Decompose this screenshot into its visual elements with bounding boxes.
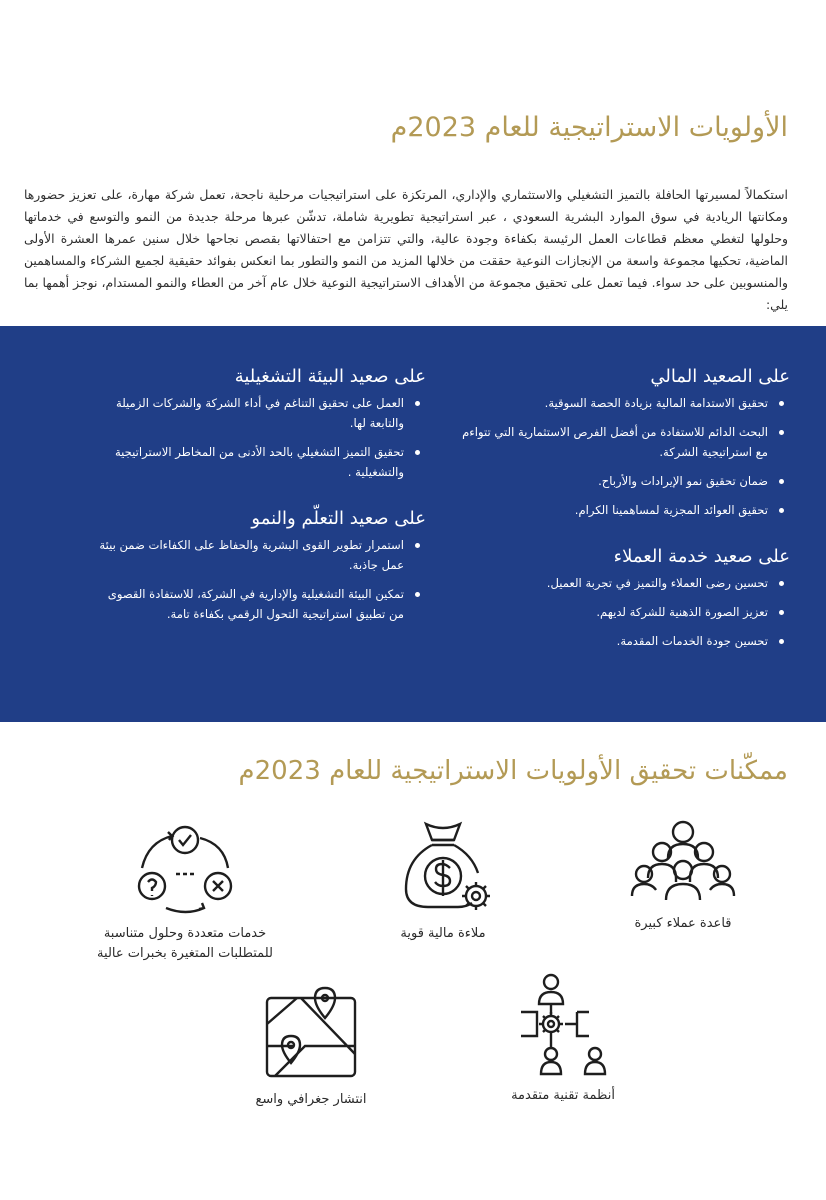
map-pin-icon [261, 984, 361, 1084]
priorities-column-left [96, 366, 426, 650]
operational-heading: على صعيد البيئة التشغيلية [234, 366, 426, 387]
intro-paragraph: استكمالاً لمسيرتها الحافلة بالتميز التشغيلي والاستثماري والإداري، المرتكزة على استراتيجيات مرحلية ناجحة، تعمل شركة مهارة، على تعزيز حضورها ومكانتها الريادية في سوق الموارد البشرية السعودي ، عبر استراتيجية تطويرية شاملة، تدشّن عبرها مرحلة جديدة من النمو والتوسع في خدماتها وحلولها لتغطي معظم قطاعات العمل الرئيسة بكفاءة وجودة عالية، والتي تتزامن مع احتفالاتها بقصص نجاحها خلال سنين عمرها العشرة الأولى الماضية، تحكيها مجموعة واسعة من الإنجازات النوعية حققت من خلالها المزيد من النمو والتطور بما انعكس بفوائد حقيقية لجميع الشركاء والمساهمين والمنسوبين على حد سواء. فيما تعمل على تحقيق مجموعة من الأهداف الاستراتيجية النوعية خلال عام آخر من العطاء والنمو المستدام، نوجز أهمها بما يلي: [24, 187, 788, 312]
operational-list [96, 393, 426, 482]
list-item: تحقيق العوائد المجزية لمساهمينا الكرام. [460, 500, 790, 520]
feature-geographic-spread [236, 984, 386, 1110]
list-item: تحسين جودة الخدمات المقدمة. [460, 631, 790, 651]
feature-label-line: خدمات متعددة وحلول متناسبة [103, 926, 267, 941]
enablers-title: ممكّنات تحقيق الأولويات الاستراتيجية للعام 2023م [238, 756, 788, 786]
list-item: تمكين البيئة التشغيلية والإدارية في الشركة، للاستفادة القصوى من تطبيق استراتيجية التحول الرقمي بكفاءة تامة. [96, 584, 426, 624]
list-item: ضمان تحقيق نمو الإيرادات والأرباح. [460, 471, 790, 491]
feature-label: ملاءة مالية قوية [400, 926, 486, 941]
list-item: تعزيز الصورة الذهنية للشركة لديهم. [460, 602, 790, 622]
feature-label [70, 924, 300, 964]
learning-list [96, 535, 426, 624]
page-title: الأولويات الاستراتيجية للعام 2023م [390, 112, 788, 143]
list-item: استمرار تطوير القوى البشرية والحفاظ على الكفاءات ضمن بيئة عمل جاذبة. [96, 535, 426, 575]
list-item: تحقيق التميز التشغيلي بالحد الأدنى من المخاطر الاستراتيجية والتشغيلية . [96, 442, 426, 482]
priorities-band [0, 326, 826, 722]
customer-heading: على صعيد خدمة العملاء [613, 546, 790, 567]
list-item: البحث الدائم للاستفادة من أفضل الفرص الاستثمارية التي تتواءم مع استراتيجية الشركة. [460, 422, 790, 462]
financial-heading: على الصعيد المالي [650, 366, 790, 387]
list-item: العمل على تحقيق التناغم في أداء الشركة والشركات الزميلة والتابعة لها. [96, 393, 426, 433]
feature-label: قاعدة عملاء كبيرة [634, 916, 732, 931]
priorities-column-right [460, 366, 790, 677]
feature-label: انتشار جغرافي واسع [255, 1092, 367, 1107]
feature-multiple-services [70, 818, 300, 964]
feature-financial-solvency [378, 818, 508, 944]
money-bag-gear-icon [388, 818, 498, 918]
tech-systems-icon [513, 970, 613, 1080]
customer-list [460, 573, 790, 651]
feature-tech-systems [488, 970, 638, 1106]
feature-label-line: للمتطلبات المتغيرة بخبرات عالية [97, 946, 273, 961]
learning-heading: على صعيد التعلّم والنمو [251, 508, 426, 529]
financial-list [460, 393, 790, 520]
feature-customer-base [608, 818, 758, 934]
solutions-cycle-icon [130, 818, 240, 918]
list-item: تحسين رضى العملاء والتميز في تجربة العميل. [460, 573, 790, 593]
customer-base-icon [628, 818, 738, 908]
feature-label: أنظمة تقنية متقدمة [511, 1088, 615, 1103]
list-item: تحقيق الاستدامة المالية بزيادة الحصة السوقية. [460, 393, 790, 413]
